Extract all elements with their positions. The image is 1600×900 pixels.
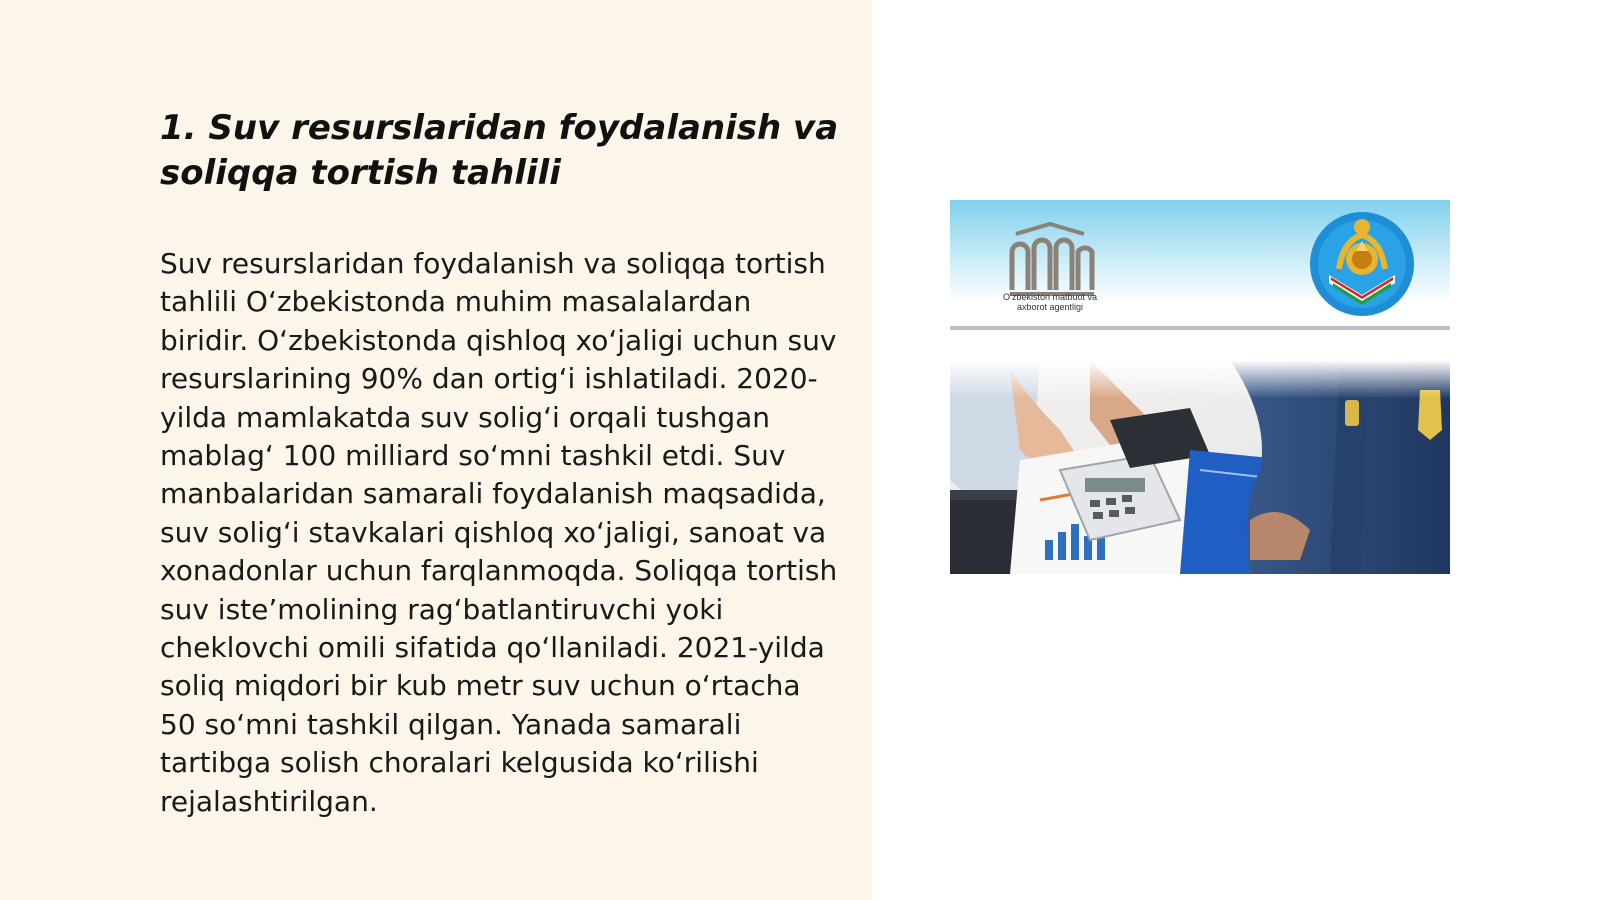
slide-body-text: Suv resurslaridan foydalanish va soliqqa tortish tahlili O‘zbekistonda muhim masalalardan biridir. O‘zbekistonda qishloq xo‘jaligi uchun suv resurslarining 90% dan ortig‘i ishlatiladi. 2020-yilda mamlakatda suv solig‘i orqali tushgan mablag‘ 100 milliard so‘mni tashkil etdi. Suv manbalaridan samarali foydalanish maqsadida, suv solig‘i stavkalari qishloq xo‘jaligi, sanoat va xonadonlar uchun farqlanmoqda. Soliqqa tortish suv iste’molining rag‘batlantiruvchi yoki cheklovchi omili sifatida qo‘llaniladi. 2021-yilda soliq miqdori bir kub metr suv uchun o‘rtacha 50 so‘mni tashkil qilgan. Yanada samarali tartibga solish choralari kelgusida ko‘rilishi rejalashtirilgan. — [160, 247, 838, 818]
tax-office-photo — [950, 360, 1450, 574]
agency-logo-text: O‘zbekiston matbuot va axborot agentligi — [1002, 292, 1098, 312]
image-divider — [950, 326, 1450, 330]
state-emblem-icon — [1309, 211, 1415, 317]
illustration-image — [950, 200, 1450, 574]
slide-title: 1. Suv resurslaridan foydalanish va soliqqa tortish tahlili — [160, 108, 839, 193]
